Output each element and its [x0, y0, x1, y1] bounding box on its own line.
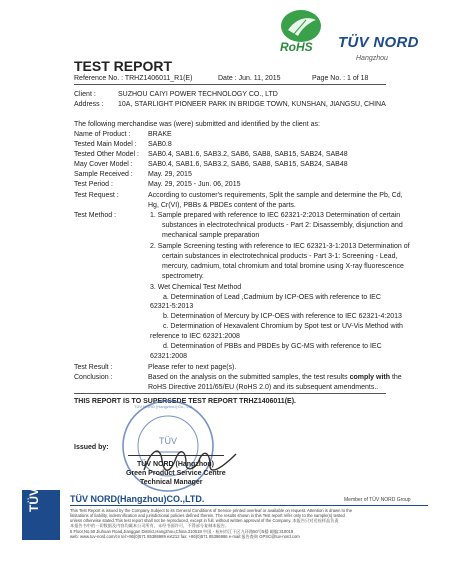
method-line: reference to IEC 62321:2008 — [150, 333, 240, 340]
field-value: SAB0.8 — [148, 141, 172, 148]
client-label: Client : — [74, 91, 96, 98]
footer-line: This Test Report is issued by the Company Subject to its General Conditions of Service printed overleaf or available on request. Attention is drawn to the — [70, 508, 353, 513]
field-label: Test Period : — [74, 181, 113, 188]
conclusion-line-2: RoHS Directive 2011/65/EU (RoHS 2.0) and its subsequent amendments.. — [148, 384, 379, 391]
intro-text: The following merchandise was (were) submitted and identified by the client as: — [74, 121, 320, 128]
method-line: 1. Sample prepared with reference to IEC 62321-2:2013 Determination of certain — [150, 212, 401, 219]
stamp-ring-text: TÜV NORD (Hangzhou) Co., Ltd. — [134, 404, 194, 409]
result-label: Test Result : — [74, 364, 113, 371]
rohs-logo — [272, 8, 330, 56]
method-line: b. Determination of Mercury by ICP-OES with reference to IEC 62321-4:2013 — [163, 313, 402, 320]
method-line: d. Determination of PBBs and PBDEs by GC-MS with reference to IEC — [163, 343, 382, 350]
field-label: Sample Received : — [74, 171, 133, 178]
field-value: SAB0.4, SAB1.6, SAB3.2, SAB6, SAB8, SAB15, SAB24, SAB48 — [148, 161, 348, 168]
method-line: a. Determination of Lead ,Cadmium by ICP-OES with reference to IEC — [163, 294, 381, 301]
issued-by-label: Issued by: — [74, 444, 109, 451]
method-line: mercury, cadmium, total chromium and total bromine using X-ray fluorescence — [162, 263, 404, 270]
svg-text:TÜV: TÜV — [159, 436, 177, 446]
conclusion-divider — [74, 393, 386, 394]
conclusion-text-post: the — [390, 374, 402, 381]
address-value: 10A, STARLIGHT PIONEER PARK IN BRIDGE TOWN, KUNSHAN, JIANGSU, CHINA — [118, 101, 386, 108]
conclusion-label: Conclusion : — [74, 374, 113, 381]
method-line: c. Determination of Hexavalent Chromium by Spot test or UV-Vis Method with — [163, 323, 403, 330]
footer-company: TÜV NORD(Hangzhou)CO.,LTD. — [70, 494, 205, 504]
field-label: Test Request : — [74, 192, 119, 199]
field-value: May. 29, 2015 — [148, 171, 192, 178]
footer-line: 本报告书中的一切数据及内容均属本公司所有，未经书面许可，不得部分复制本报告。 — [70, 523, 230, 528]
method-line: 2. Sample Screening testing with reference to IEC 62321-3-1:2013 Determination of — [150, 243, 410, 250]
signatory-title: Technical Manager — [140, 479, 203, 486]
result-value: Please refer to next page(s). — [148, 364, 237, 371]
field-value: BRAKE — [148, 131, 172, 138]
conclusion-comply: comply with — [349, 374, 391, 381]
method-line: substances in electrotechnical products - Part 2: Disassembly, disjunction and — [162, 222, 403, 229]
tuv-logo-text: TÜV — [27, 488, 41, 512]
footer-line: limitations of liability, indemnification and jurisdictional policies defined therein. The results shown in this Test report refer only to the sample(s) tested — [70, 513, 345, 518]
header-divider — [74, 84, 386, 85]
method-line: 3. Wet Chemical Test Method — [150, 284, 242, 291]
page-number: Page No. : 1 of 18 — [312, 75, 369, 82]
client-value: SUZHOU CAIYI POWER TECHNOLOGY CO., LTD — [118, 91, 278, 98]
method-line: 62321-5:2013 — [150, 303, 194, 310]
tuv-footer-logo — [22, 490, 60, 540]
footer-line: unless otherwise stated.This test report shall not be reproduced, except in full, without written approval of the Company. 本报告只对送检样品负责 — [70, 518, 339, 523]
signatory-org-2: Green Product Service Centre — [126, 470, 226, 477]
footer-line: 5 Floor,No.50 Jiuhuan Road,Jianggan District,Hangzhou,China.310019 中国・杭州市江干区九环路50号5楼 邮编:310019 — [70, 529, 294, 534]
signatory-org-1: TÜV NORD (Hangzhou) — [137, 461, 214, 468]
tuv-nord-brand: TÜV NORD — [338, 34, 419, 51]
field-value: SAB0.4, SAB1.6, SAB3.2, SAB6, SAB8, SAB15, SAB24, SAB48 — [148, 151, 348, 158]
rohs-text: RoHS — [280, 40, 313, 54]
footer-member: Member of TÜV NORD Group — [344, 497, 411, 503]
field-label: Tested Main Model : — [74, 141, 137, 148]
conclusion-line-1 — [148, 373, 402, 382]
method-line: mechanical sample preparation — [162, 232, 260, 239]
field-label: May Cover Model : — [74, 161, 133, 168]
field-value: According to customer's requirements, Split the sample and determine the Pb, Cd, — [148, 192, 403, 199]
signature-line — [128, 455, 224, 456]
reference-number: Reference No. : TRHZ1406011_R1(E) — [74, 75, 193, 82]
field-value: May. 29, 2015 - Jun. 06, 2015 — [148, 181, 241, 188]
field-value: Hg, Cr(VI), PBBs & PBDEs content of the parts. — [148, 202, 296, 209]
conclusion-text-pre: Based on the analysis on the submitted samples, the test results — [148, 374, 350, 381]
page-title: TEST REPORT — [74, 58, 173, 74]
method-line: spectrometry. — [162, 273, 204, 280]
field-label: Name of Product : — [74, 131, 131, 138]
footer-line: web: www.tuv-nord.com/cn tel:+86(0)571 85386989 ext212 fax: +86(0)571 85386986 e-mail:报告查询 GPSC@tuv-nord.com — [70, 534, 300, 539]
method-label: Test Method : — [74, 212, 117, 219]
header-city: Hangzhou — [356, 55, 388, 62]
method-line: 62321:2008 — [150, 353, 187, 360]
method-line: certain substances in electrotechnical products - Part 3-1: Screening - Lead, — [162, 253, 398, 260]
field-label: Tested Other Model : — [74, 151, 139, 158]
supersede-notice: THIS REPORT IS TO SUPERSEDE TEST REPORT TRHZ1406011(E). — [74, 398, 296, 405]
footer-divider — [70, 505, 428, 506]
report-date: Date : Jun. 11, 2015 — [218, 75, 281, 82]
address-label: Address : — [74, 101, 104, 108]
